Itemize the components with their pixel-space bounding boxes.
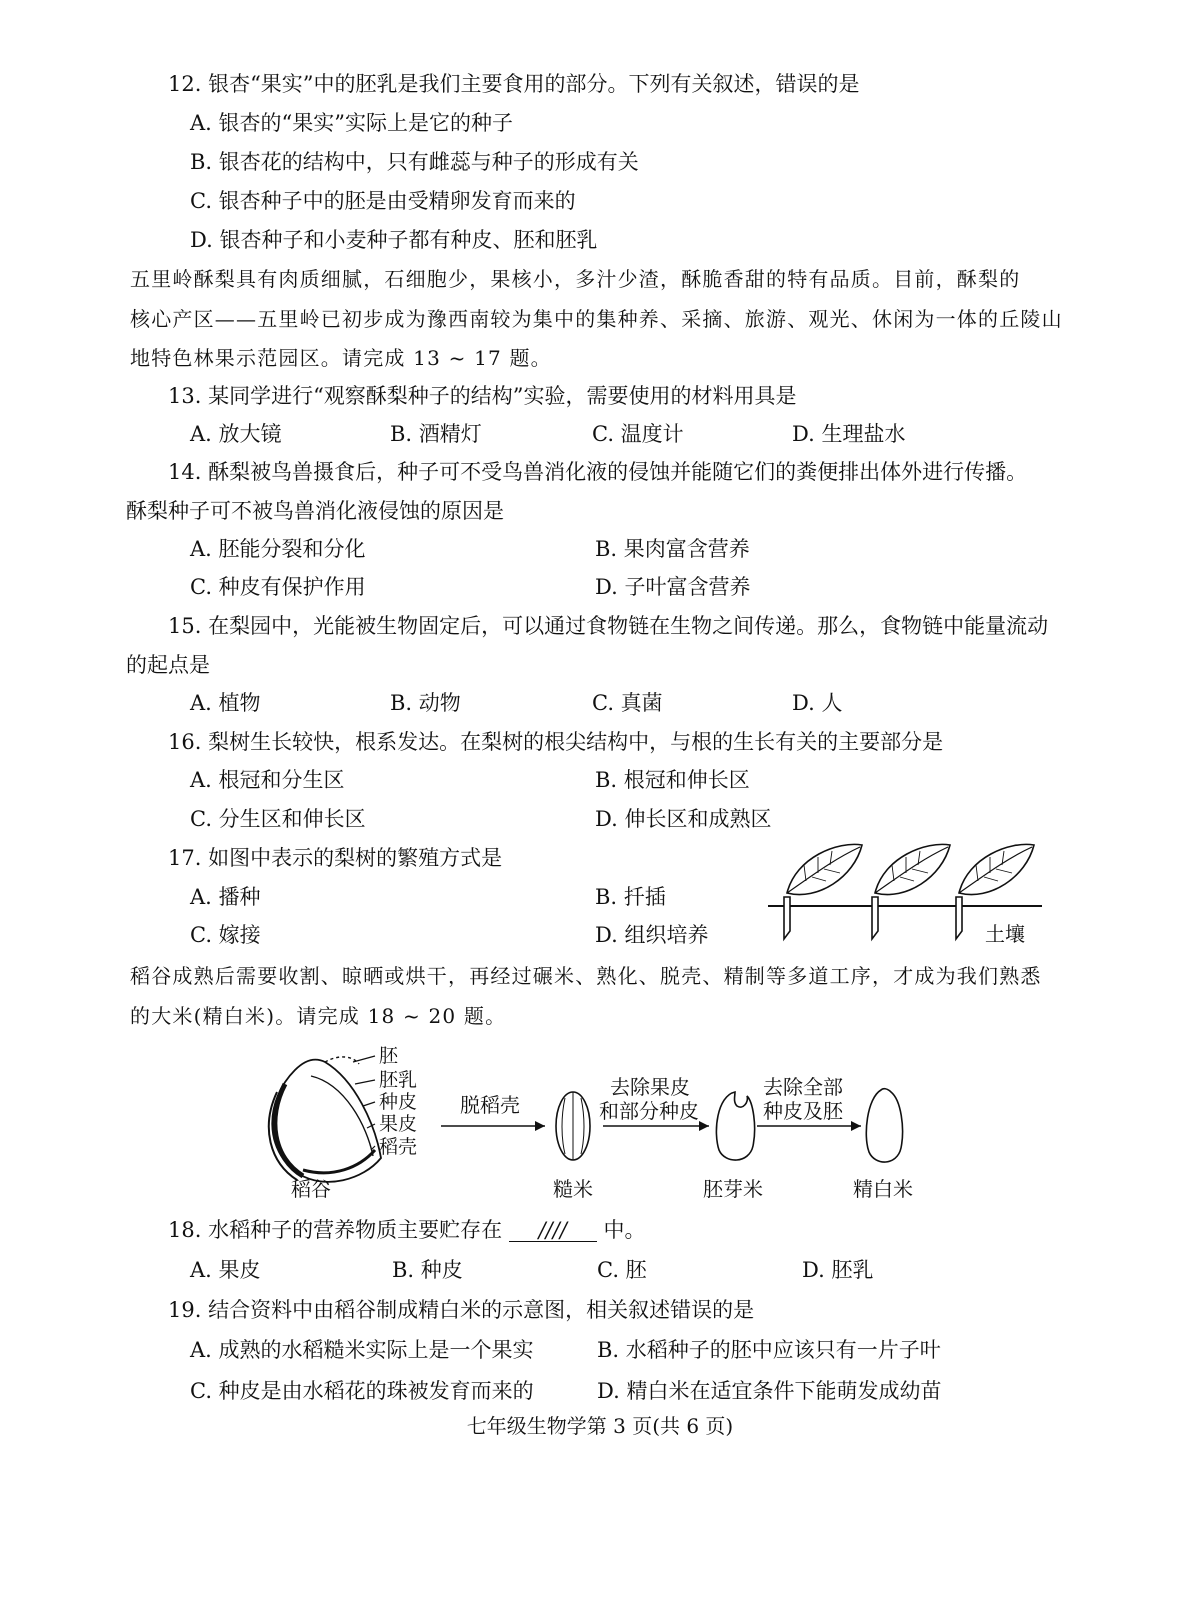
passage1-line2: 核心产区——五里岭已初步成为豫西南较为集中的集种养、采摘、旅游、观光、休闲为一体的丘陵山 (130, 307, 1063, 331)
q18-stem-before: 18. 水稻种子的营养物质主要贮存在 (168, 1218, 503, 1242)
q19-option-b: B. 水稻种子的胚中应该只有一片子叶 (597, 1338, 941, 1362)
q12-option-c: C. 银杏种子中的胚是由受精卵发育而来的 (190, 189, 576, 213)
q19-stem: 19. 结合资料中由稻谷制成精白米的示意图，相关叙述错误的是 (168, 1298, 755, 1322)
rice-grain-diagram (269, 1056, 381, 1182)
rice-processing-figure (255, 1040, 945, 1205)
step2-label-line1: 去除果皮 (610, 1075, 690, 1099)
q14-option-a: A. 胚能分裂和分化 (190, 537, 366, 561)
q12-stem: 12. 银杏“果实”中的胚乳是我们主要食用的部分。下列有关叙述，错误的是 (168, 72, 860, 96)
q15-stem-line1: 15. 在梨园中，光能被生物固定后，可以通过食物链在生物之间传递。那么，食物链中能量流动 (168, 614, 1049, 638)
q13-option-d: D. 生理盐水 (792, 422, 906, 446)
step3-label-line2: 种皮及胚 (763, 1099, 843, 1123)
step1-label: 脱稻壳 (460, 1093, 520, 1117)
part-label-husk: 稻壳 (379, 1136, 418, 1158)
cutting-propagation-figure (760, 835, 1050, 955)
q14-option-d: D. 子叶富含营养 (595, 575, 751, 599)
q18-answer-blank: //// (509, 1219, 597, 1242)
germ-rice-label: 胚芽米 (703, 1177, 763, 1201)
part-label-seed-coat: 种皮 (379, 1091, 418, 1113)
q15-option-a: A. 植物 (190, 691, 261, 715)
soil-label: 土壤 (985, 922, 1025, 946)
q13-option-c: C. 温度计 (592, 422, 684, 446)
part-label-endosperm: 胚乳 (379, 1069, 418, 1091)
passage2-line2: 的大米(精白米)。请完成 18 ~ 20 题。 (130, 1004, 507, 1028)
passage2-line1: 稻谷成熟后需要收割、晾晒或烘干，再经过碾米、熟化、脱壳、精制等多道工序，才成为我们熟悉 (130, 964, 1042, 988)
white-rice-icon (866, 1089, 902, 1162)
q18-option-b: B. 种皮 (392, 1258, 463, 1282)
cutting-1 (784, 844, 862, 939)
brown-rice-icon (556, 1092, 590, 1160)
q17-option-a: A. 播种 (190, 885, 261, 909)
passage1-line3: 地特色林果示范园区。请完成 13 ~ 17 题。 (130, 346, 552, 370)
q16-option-d: D. 伸长区和成熟区 (595, 807, 772, 831)
q14-option-c: C. 种皮有保护作用 (190, 575, 366, 599)
q16-option-b: B. 根冠和伸长区 (595, 768, 750, 792)
step3-label-line1: 去除全部 (763, 1075, 843, 1099)
q13-option-b: B. 酒精灯 (390, 422, 482, 446)
q14-stem-line1: 14. 酥梨被鸟兽摄食后，种子可不受鸟兽消化液的侵蚀并能随它们的粪便排出体外进行传播。 (168, 460, 1028, 484)
q12-option-b: B. 银杏花的结构中，只有雌蕊与种子的形成有关 (190, 150, 639, 174)
q19-option-c: C. 种皮是由水稻花的珠被发育而来的 (190, 1379, 534, 1403)
q18-option-d: D. 胚乳 (802, 1258, 874, 1282)
cutting-2 (872, 844, 950, 939)
q19-option-a: A. 成熟的水稻糙米实际上是一个果实 (190, 1338, 534, 1362)
q12-option-a: A. 银杏的“果实”实际上是它的种子 (190, 111, 513, 135)
part-label-pericarp: 果皮 (379, 1113, 418, 1135)
q18-stem-after: 中。 (603, 1218, 646, 1242)
q17-option-d: D. 组织培养 (595, 923, 709, 947)
q15-stem-line2: 的起点是 (126, 653, 210, 677)
q16-option-a: A. 根冠和分生区 (190, 768, 345, 792)
page-footer: 七年级生物学第 3 页(共 6 页) (466, 1414, 734, 1438)
q13-stem: 13. 某同学进行“观察酥梨种子的结构”实验，需要使用的材料用具是 (168, 384, 797, 408)
q14-stem-line2: 酥梨种子可不被鸟兽消化液侵蚀的原因是 (126, 499, 504, 523)
step2-label-line2: 和部分种皮 (599, 1099, 699, 1123)
q15-option-d: D. 人 (792, 691, 843, 715)
q14-option-b: B. 果肉富含营养 (595, 537, 750, 561)
passage1-line1: 五里岭酥梨具有肉质细腻，石细胞少，果核小，多汁少渣，酥脆香甜的特有品质。目前，酥梨的 (130, 267, 1021, 291)
q18-stem (168, 1216, 645, 1244)
q16-stem: 16. 梨树生长较快，根系发达。在梨树的根尖结构中，与根的生长有关的主要部分是 (168, 730, 944, 754)
q15-option-c: C. 真菌 (592, 691, 663, 715)
germ-rice-icon (716, 1092, 754, 1160)
q18-option-a: A. 果皮 (190, 1258, 261, 1282)
q13-option-a: A. 放大镜 (190, 422, 282, 446)
part-label-embryo: 胚 (379, 1045, 399, 1067)
q17-option-b: B. 扦插 (595, 885, 666, 909)
brown-rice-label: 糙米 (553, 1177, 593, 1201)
q17-stem: 17. 如图中表示的梨树的繁殖方式是 (168, 846, 503, 870)
q18-option-c: C. 胚 (597, 1258, 647, 1282)
grain-label: 稻谷 (291, 1177, 331, 1201)
q16-option-c: C. 分生区和伸长区 (190, 807, 366, 831)
white-rice-label: 精白米 (853, 1177, 913, 1201)
q19-option-d: D. 精白米在适宜条件下能萌发成幼苗 (597, 1379, 942, 1403)
q12-option-d: D. 银杏种子和小麦种子都有种皮、胚和胚乳 (190, 228, 598, 252)
q17-option-c: C. 嫁接 (190, 923, 261, 947)
q15-option-b: B. 动物 (390, 691, 461, 715)
